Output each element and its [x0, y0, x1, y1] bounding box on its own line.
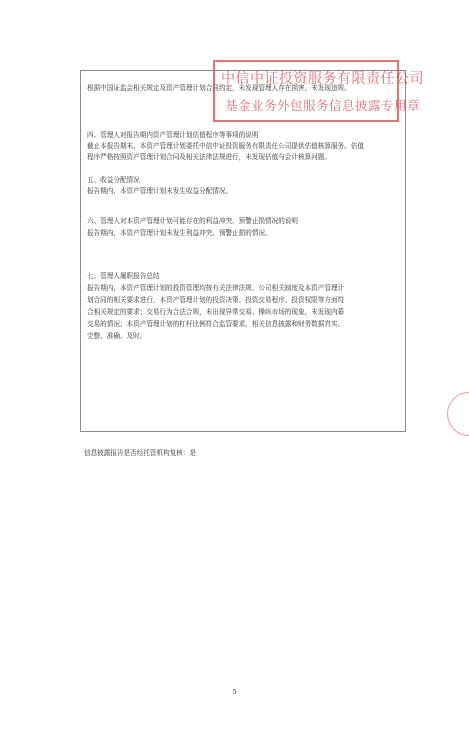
box-line: 根据中国证监会相关规定及资产管理计划合同约定，未发现管理人存在损害，未发现违规。: [87, 84, 351, 92]
box-line: 交易的情况；本资产管理计划的杠杆比例符合监管要求，相关信息披露和财务数据真实、: [87, 320, 345, 328]
page-number: 5: [232, 688, 237, 696]
box-line: 合相关规定的要求；交易行为合法合规，未出现异常交易、操纵市场的现象，未发现内幕: [87, 308, 345, 316]
section-heading: 四、管理人对报告期内资产管理计划估值程序等事项的说明: [87, 131, 259, 139]
box-line: 报告期内，本资产管理计划未发生收益分配情况。: [87, 187, 233, 195]
box-line: 报告期内，本资产管理计划的投资管理均按有关法律法规、公司相关制度及本资产管理计: [87, 284, 345, 292]
seal-line-2: 基金业务外包服务信息披露专用章: [225, 98, 421, 113]
report-content-box: [80, 70, 406, 432]
box-line: 报告期内，本资产管理计划未发生利益冲突、预警止损的情况。: [87, 229, 272, 237]
custody-review-statement: 信息披露报告是否经托管机构复核：是: [84, 449, 197, 457]
box-line: 截止本报告期末，本资产管理计划委托中信中证投资服务有限责任公司提供估值核算服务。估值: [87, 142, 364, 150]
box-line: 划合同的相关要求进行，本资产管理计划的投资决策、投资交易程序、投资权限等方面符: [87, 296, 345, 304]
box-line: 完整、准确、及时。: [87, 332, 147, 340]
company-seal-stamp: [213, 60, 424, 122]
section-heading: 七、管理人履职报告总结: [87, 272, 160, 280]
box-line: 程序严格按照资产管理计划合同及相关法律法规进行，未发现估值与会计核算问题。: [87, 153, 331, 161]
section-heading: 五、收益分配情况: [87, 176, 140, 184]
seal-line-1: 中信中证投资服务有限责任公司: [221, 71, 424, 87]
section-heading: 六、管理人对本资产管理计划可能存在的利益冲突、预警止损情况的说明: [87, 217, 298, 225]
partial-seal-mark: [447, 392, 469, 436]
